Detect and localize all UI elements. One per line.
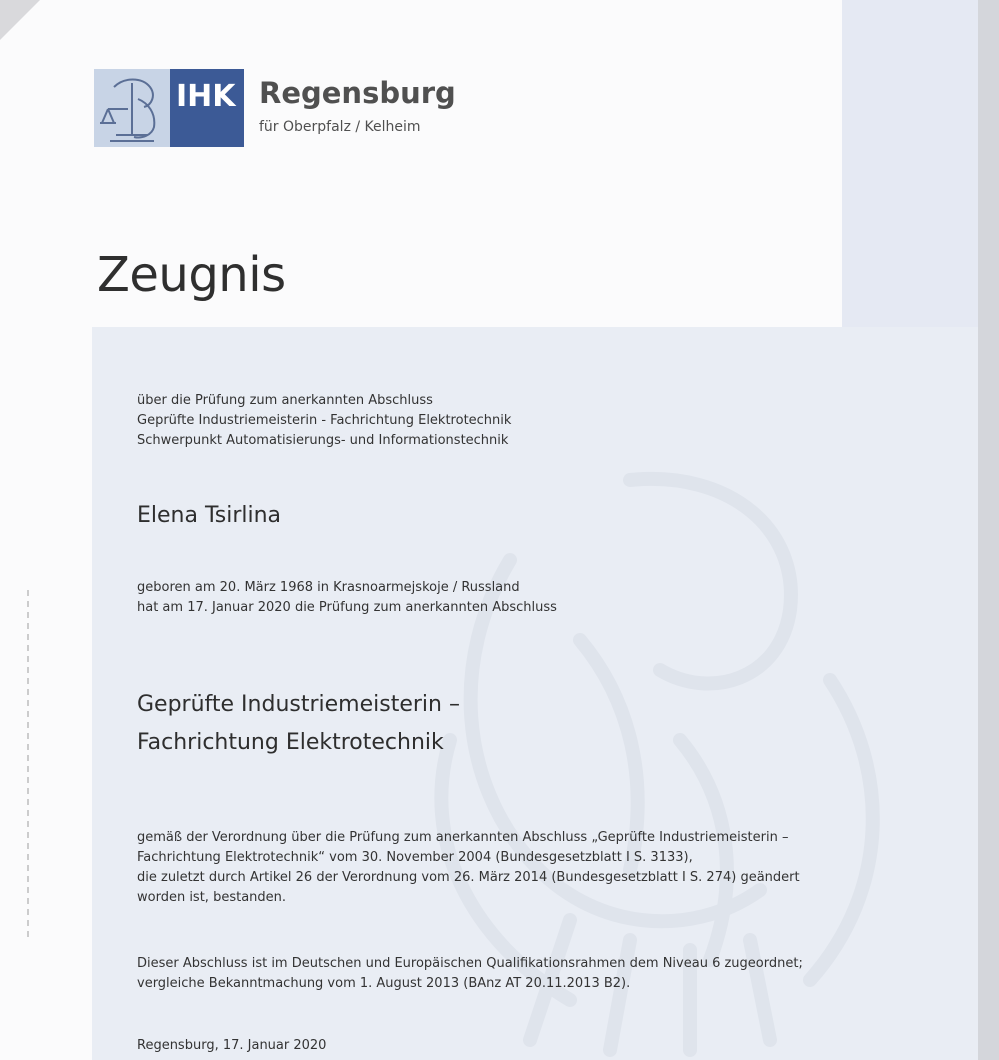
document-title: Zeugnis — [97, 247, 286, 303]
intro-line: Geprüfte Industriemeisterin - Fachrichtung Elektrotechnik — [137, 413, 512, 428]
regulation-line: gemäß der Verordnung über die Prüfung zum anerkannten Abschluss „Geprüfte Industriemeisterin – — [137, 830, 789, 845]
qualification-line: Geprüfte Industriemeisterin – — [137, 692, 460, 717]
holder-name: Elena Tsirlina — [137, 503, 282, 528]
qualification-line: Fachrichtung Elektrotechnik — [137, 730, 444, 755]
logo-emblem — [94, 69, 170, 147]
intro-line: über die Prüfung zum anerkannten Abschluss — [137, 393, 433, 408]
birth-text — [137, 578, 557, 618]
regulation-line: die zuletzt durch Artikel 26 der Verordnung vom 26. März 2014 (Bundesgesetzblatt I S. 274) geändert — [137, 870, 800, 885]
logo-subtitle: für Oberpfalz / Kelheim — [259, 119, 421, 135]
ihk-logo — [94, 69, 456, 149]
binding-stitch — [26, 590, 30, 940]
qualification-title — [137, 686, 460, 762]
regulation-text — [137, 828, 800, 908]
place-date: Regensburg, 17. Januar 2020 — [137, 1038, 327, 1053]
intro-line: Schwerpunkt Automatisierungs- und Informationstechnik — [137, 433, 509, 448]
logo-city: Regensburg — [259, 76, 456, 110]
framework-line: vergleiche Bekanntmachung vom 1. August 2013 (BAnz AT 20.11.2013 B2). — [137, 976, 631, 991]
intro-text — [137, 391, 511, 451]
page-edge — [978, 0, 999, 1060]
folded-corner — [0, 0, 40, 40]
justice-emblem-icon — [94, 69, 170, 147]
birth-line: hat am 17. Januar 2020 die Prüfung zum anerkannten Abschluss — [137, 600, 557, 615]
birth-line: geboren am 20. März 1968 in Krasnoarmejskoje / Russland — [137, 580, 520, 595]
framework-line: Dieser Abschluss ist im Deutschen und Europäischen Qualifikationsrahmen dem Niveau 6 zugeordnet; — [137, 956, 803, 971]
regulation-line: Fachrichtung Elektrotechnik“ vom 30. November 2004 (Bundesgesetzblatt I S. 3133), — [137, 850, 693, 865]
regulation-line: worden ist, bestanden. — [137, 890, 287, 905]
logo-abbreviation: IHK — [176, 79, 236, 114]
framework-text — [137, 954, 803, 994]
